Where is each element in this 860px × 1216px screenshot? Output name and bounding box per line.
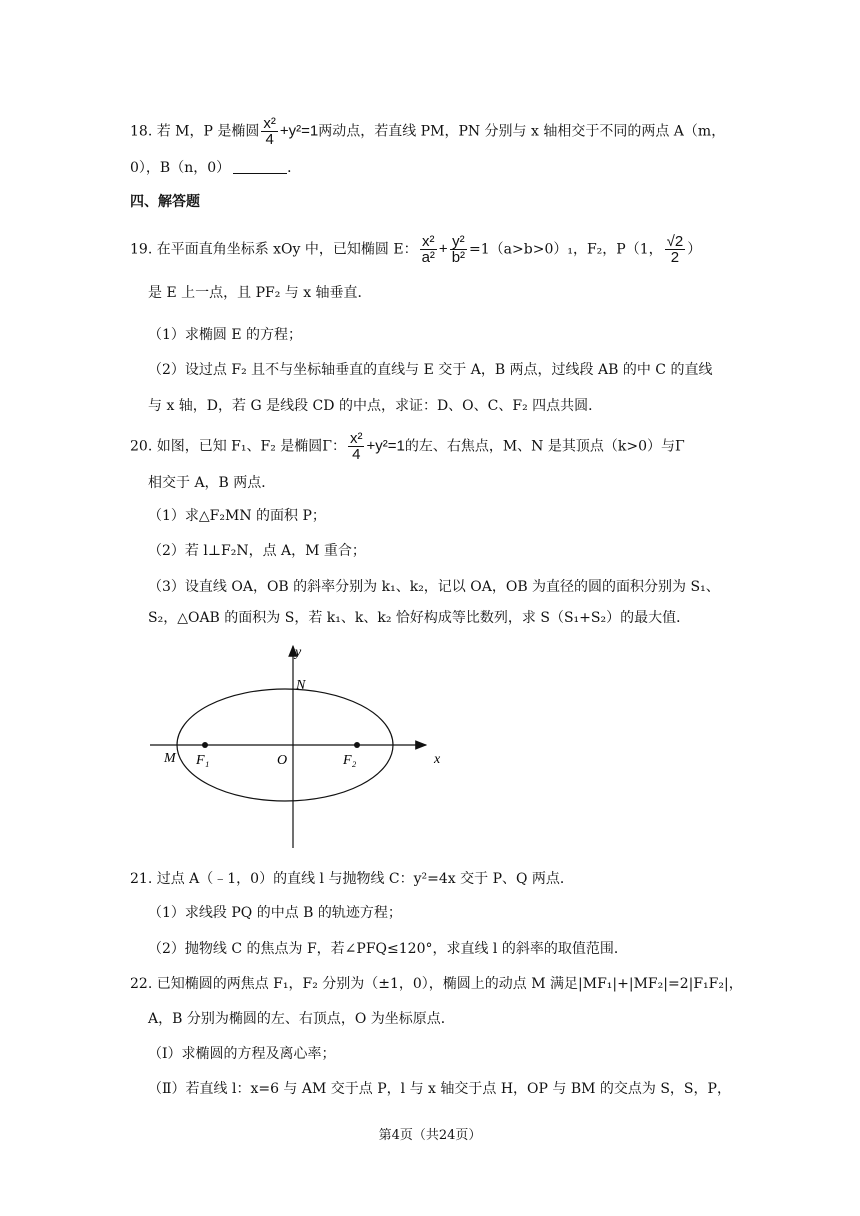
q18-eq-tail: +y²=1 xyxy=(279,122,319,140)
q20-fraction xyxy=(348,431,365,462)
q19-plus: + xyxy=(438,240,448,258)
q19-prefix: 19. 在平面直角坐标系 xOy 中，已知椭圆 E： xyxy=(130,241,418,258)
q18-line1 xyxy=(130,116,725,147)
q19-point-den: 2 xyxy=(670,249,680,266)
q19-end: ） xyxy=(687,241,702,258)
q20-line1 xyxy=(130,431,685,462)
q18-frac-den: 4 xyxy=(265,131,274,148)
q20-part2: （2）若 l⊥F₂N，点 A，M 重合； xyxy=(148,543,366,559)
q20-prefix: 20. 如图，已知 F₁、F₂ 是椭圆Γ： xyxy=(130,438,346,455)
answer-blank[interactable] xyxy=(233,159,287,174)
q21-part2: （2）抛物线 C 的焦点为 F，若∠PFQ≤120°，求直线 l 的斜率的取值范围． xyxy=(148,941,628,957)
q20-line2: 相交于 A，B 两点． xyxy=(148,475,276,491)
section-title: 四、解答题 xyxy=(130,194,200,210)
label-y: y xyxy=(295,645,302,660)
q19-line1 xyxy=(130,234,701,265)
q19-point-frac xyxy=(665,234,686,265)
ellipse-figure xyxy=(140,638,460,850)
q19-frac1-num: x² xyxy=(420,234,437,250)
label-n: N xyxy=(296,678,306,693)
q20-part1: （1）求△F₂MN 的面积 P； xyxy=(148,508,326,524)
label-f1: F₁ xyxy=(196,753,210,768)
label-m: M xyxy=(164,751,176,766)
label-o: O xyxy=(277,753,288,768)
q19-frac2-den: b² xyxy=(451,249,466,266)
q22-line2: A，B 分别为椭圆的左、右顶点，O 为坐标原点． xyxy=(148,1011,455,1027)
q18-period: ． xyxy=(287,160,302,176)
q18-line2-text: 0），B（n，0） xyxy=(130,160,231,176)
q19-line2: 是 E 上一点，且 PF₂ 与 x 轴垂直． xyxy=(148,285,372,301)
focus-f2-point xyxy=(354,742,360,748)
q22-line1: 22. 已知椭圆的两焦点 F₁，F₂ 分别为（±1，0），椭圆上的动点 M 满足|MF₁|+|MF₂|=2|F₁F₂|， xyxy=(130,976,743,992)
q19-frac2-num: y² xyxy=(450,234,467,250)
q20-part3a: （3）设直线 OA，OB 的斜率分别为 k₁、k₂，记以 OA，OB 为直径的圆的面积分别为 S₁、 xyxy=(148,579,720,595)
focus-f1-point xyxy=(202,742,208,748)
q20-eq-tail: +y²=1 xyxy=(366,437,405,455)
q19-part1: （1）求椭圆 E 的方程； xyxy=(148,327,303,343)
label-f2: F₂ xyxy=(343,753,357,768)
q18-fraction xyxy=(261,116,278,147)
q20-part3b: S₂，△OAB 的面积为 S，若 k₁、k、k₂ 恰好构成等比数列，求 S（S₁+S₂）的最大值． xyxy=(148,610,691,626)
label-x: x xyxy=(434,752,441,767)
q22-part2: （Ⅱ）若直线 l：x=6 与 AM 交于点 P，l 与 x 轴交于点 H，OP 与 BM 的交点为 S，S，P， xyxy=(148,1081,731,1097)
q20-frac-num: x² xyxy=(349,430,363,447)
q19-frac1-den: a² xyxy=(421,249,435,266)
q18-line2 xyxy=(130,157,301,179)
q19-part2b: 与 x 轴，D，若 G 是线段 CD 的中点，求证：D、O、C、F₂ 四点共圆． xyxy=(148,398,603,414)
q20-frac-den: 4 xyxy=(352,446,361,463)
q19-part2a: （2）设过点 F₂ 且不与坐标轴垂直的直线与 E 交于 A，B 两点，过线段 AB 的中 C 的直线 xyxy=(148,362,713,378)
q21-part1: （1）求线段 PQ 的中点 B 的轨迹方程； xyxy=(148,905,402,921)
q21-line1: 21. 过点 A（﹣1，0）的直线 l 与抛物线 C：y²=4x 交于 P、Q 两点． xyxy=(130,871,574,887)
q18-text-suffix: 两动点，若直线 PM，PN 分别与 x 轴相交于不同的两点 A（m， xyxy=(318,123,726,140)
q18-frac-num: x² xyxy=(263,115,276,132)
q22-part1: （Ⅰ）求椭圆的方程及离心率； xyxy=(148,1046,336,1062)
q19-point-num: √2 xyxy=(666,233,684,250)
q19-frac1 xyxy=(420,234,437,265)
q19-mid: =1（a>b>0）₁，F₂，P（1， xyxy=(469,241,663,258)
q19-frac2 xyxy=(450,234,467,265)
q20-suffix: 的左、右焦点，M、N 是其顶点（k>0）与Γ xyxy=(404,438,685,455)
q18-text-prefix: 18. 若 M，P 是椭圆 xyxy=(130,123,260,140)
page-footer: 第4页（共24页） xyxy=(378,1128,482,1143)
